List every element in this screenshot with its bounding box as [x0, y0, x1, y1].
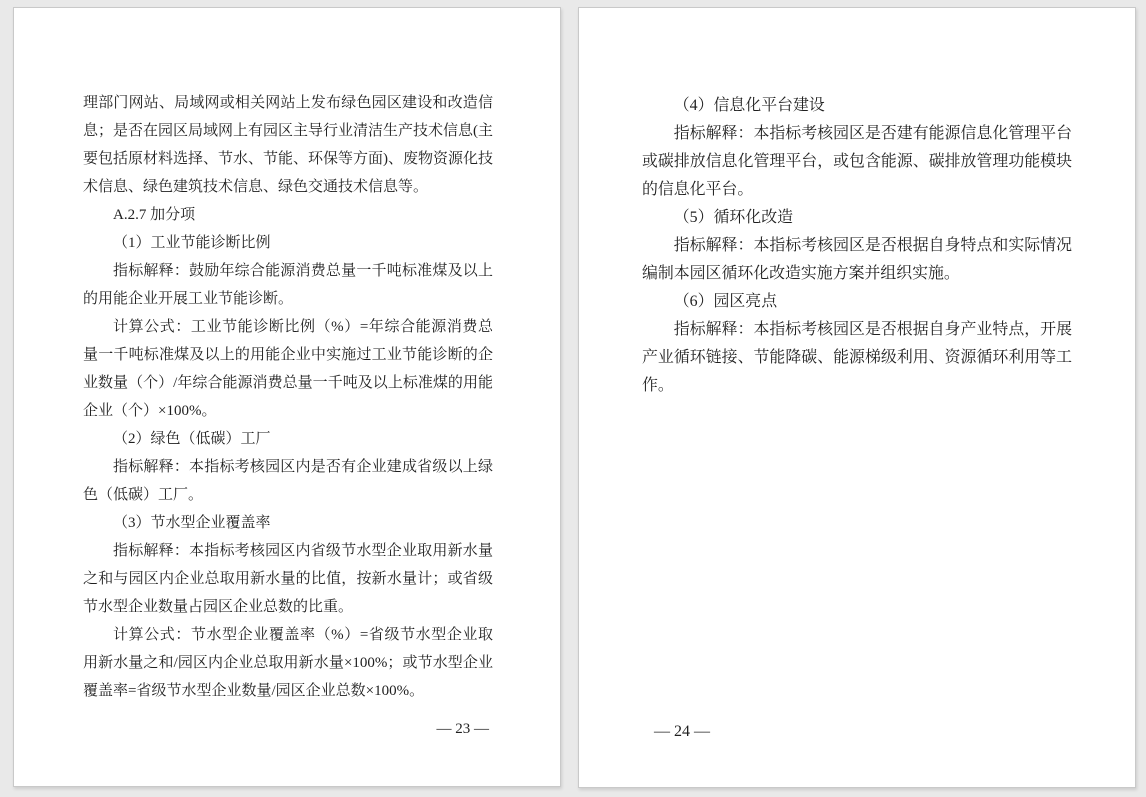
page-23	[13, 7, 561, 787]
paragraph: （3）节水型企业覆盖率	[113, 515, 271, 531]
paragraph: （5）循环化改造	[673, 209, 793, 226]
page-24-page-number: — 24 —	[654, 723, 710, 740]
page-23-body	[83, 89, 493, 705]
paragraph: 计算公式：工业节能诊断比例（%）=年综合能源消费总量一千吨标准煤及以上的用能企业中实施过工业节能诊断的企业数量（个）/年综合能源消费总量一千吨及以上标准煤的用能企业（个）×100%。	[83, 319, 493, 419]
paragraph: （4）信息化平台建设	[673, 97, 825, 114]
page-24	[578, 7, 1136, 788]
paragraph: 理部门网站、局域网或相关网站上发布绿色园区建设和改造信息；是否在园区局域网上有园区主导行业清洁生产技术信息(主要包括原材料选择、节水、节能、环保等方面)、废物资源化技术信息、绿色建筑技术信息、绿色交通技术信息等。	[83, 95, 493, 195]
paragraph: A.2.7 加分项	[113, 207, 196, 223]
paragraph: 指标解释：本指标考核园区内省级节水型企业取用新水量之和与园区内企业总取用新水量的比值，按新水量计；或省级节水型企业数量占园区企业总数的比重。	[83, 543, 493, 615]
paragraph: 指标解释：本指标考核园区内是否有企业建成省级以上绿色（低碳）工厂。	[83, 459, 493, 503]
paragraph: 指标解释：本指标考核园区是否根据自身产业特点，开展产业循环链接、节能降碳、能源梯级利用、资源循环利用等工作。	[642, 321, 1072, 394]
paragraph: 指标解释：本指标考核园区是否根据自身特点和实际情况编制本园区循环化改造实施方案并组织实施。	[642, 237, 1072, 282]
paragraph: 指标解释：本指标考核园区是否建有能源信息化管理平台或碳排放信息化管理平台，或包含能源、碳排放管理功能模块的信息化平台。	[642, 125, 1072, 198]
page-23-page-number: — 23 —	[436, 721, 489, 737]
paragraph: 计算公式：节水型企业覆盖率（%）=省级节水型企业取用新水量之和/园区内企业总取用新水量×100%；或节水型企业覆盖率=省级节水型企业数量/园区企业总数×100%。	[83, 627, 493, 699]
paragraph: （6）园区亮点	[673, 293, 778, 310]
paragraph: （1）工业节能诊断比例	[113, 235, 271, 251]
paragraph: 指标解释：鼓励年综合能源消费总量一千吨标准煤及以上的用能企业开展工业节能诊断。	[83, 263, 493, 307]
page-24-body	[642, 92, 1072, 400]
paragraph: （2）绿色（低碳）工厂	[113, 431, 271, 447]
